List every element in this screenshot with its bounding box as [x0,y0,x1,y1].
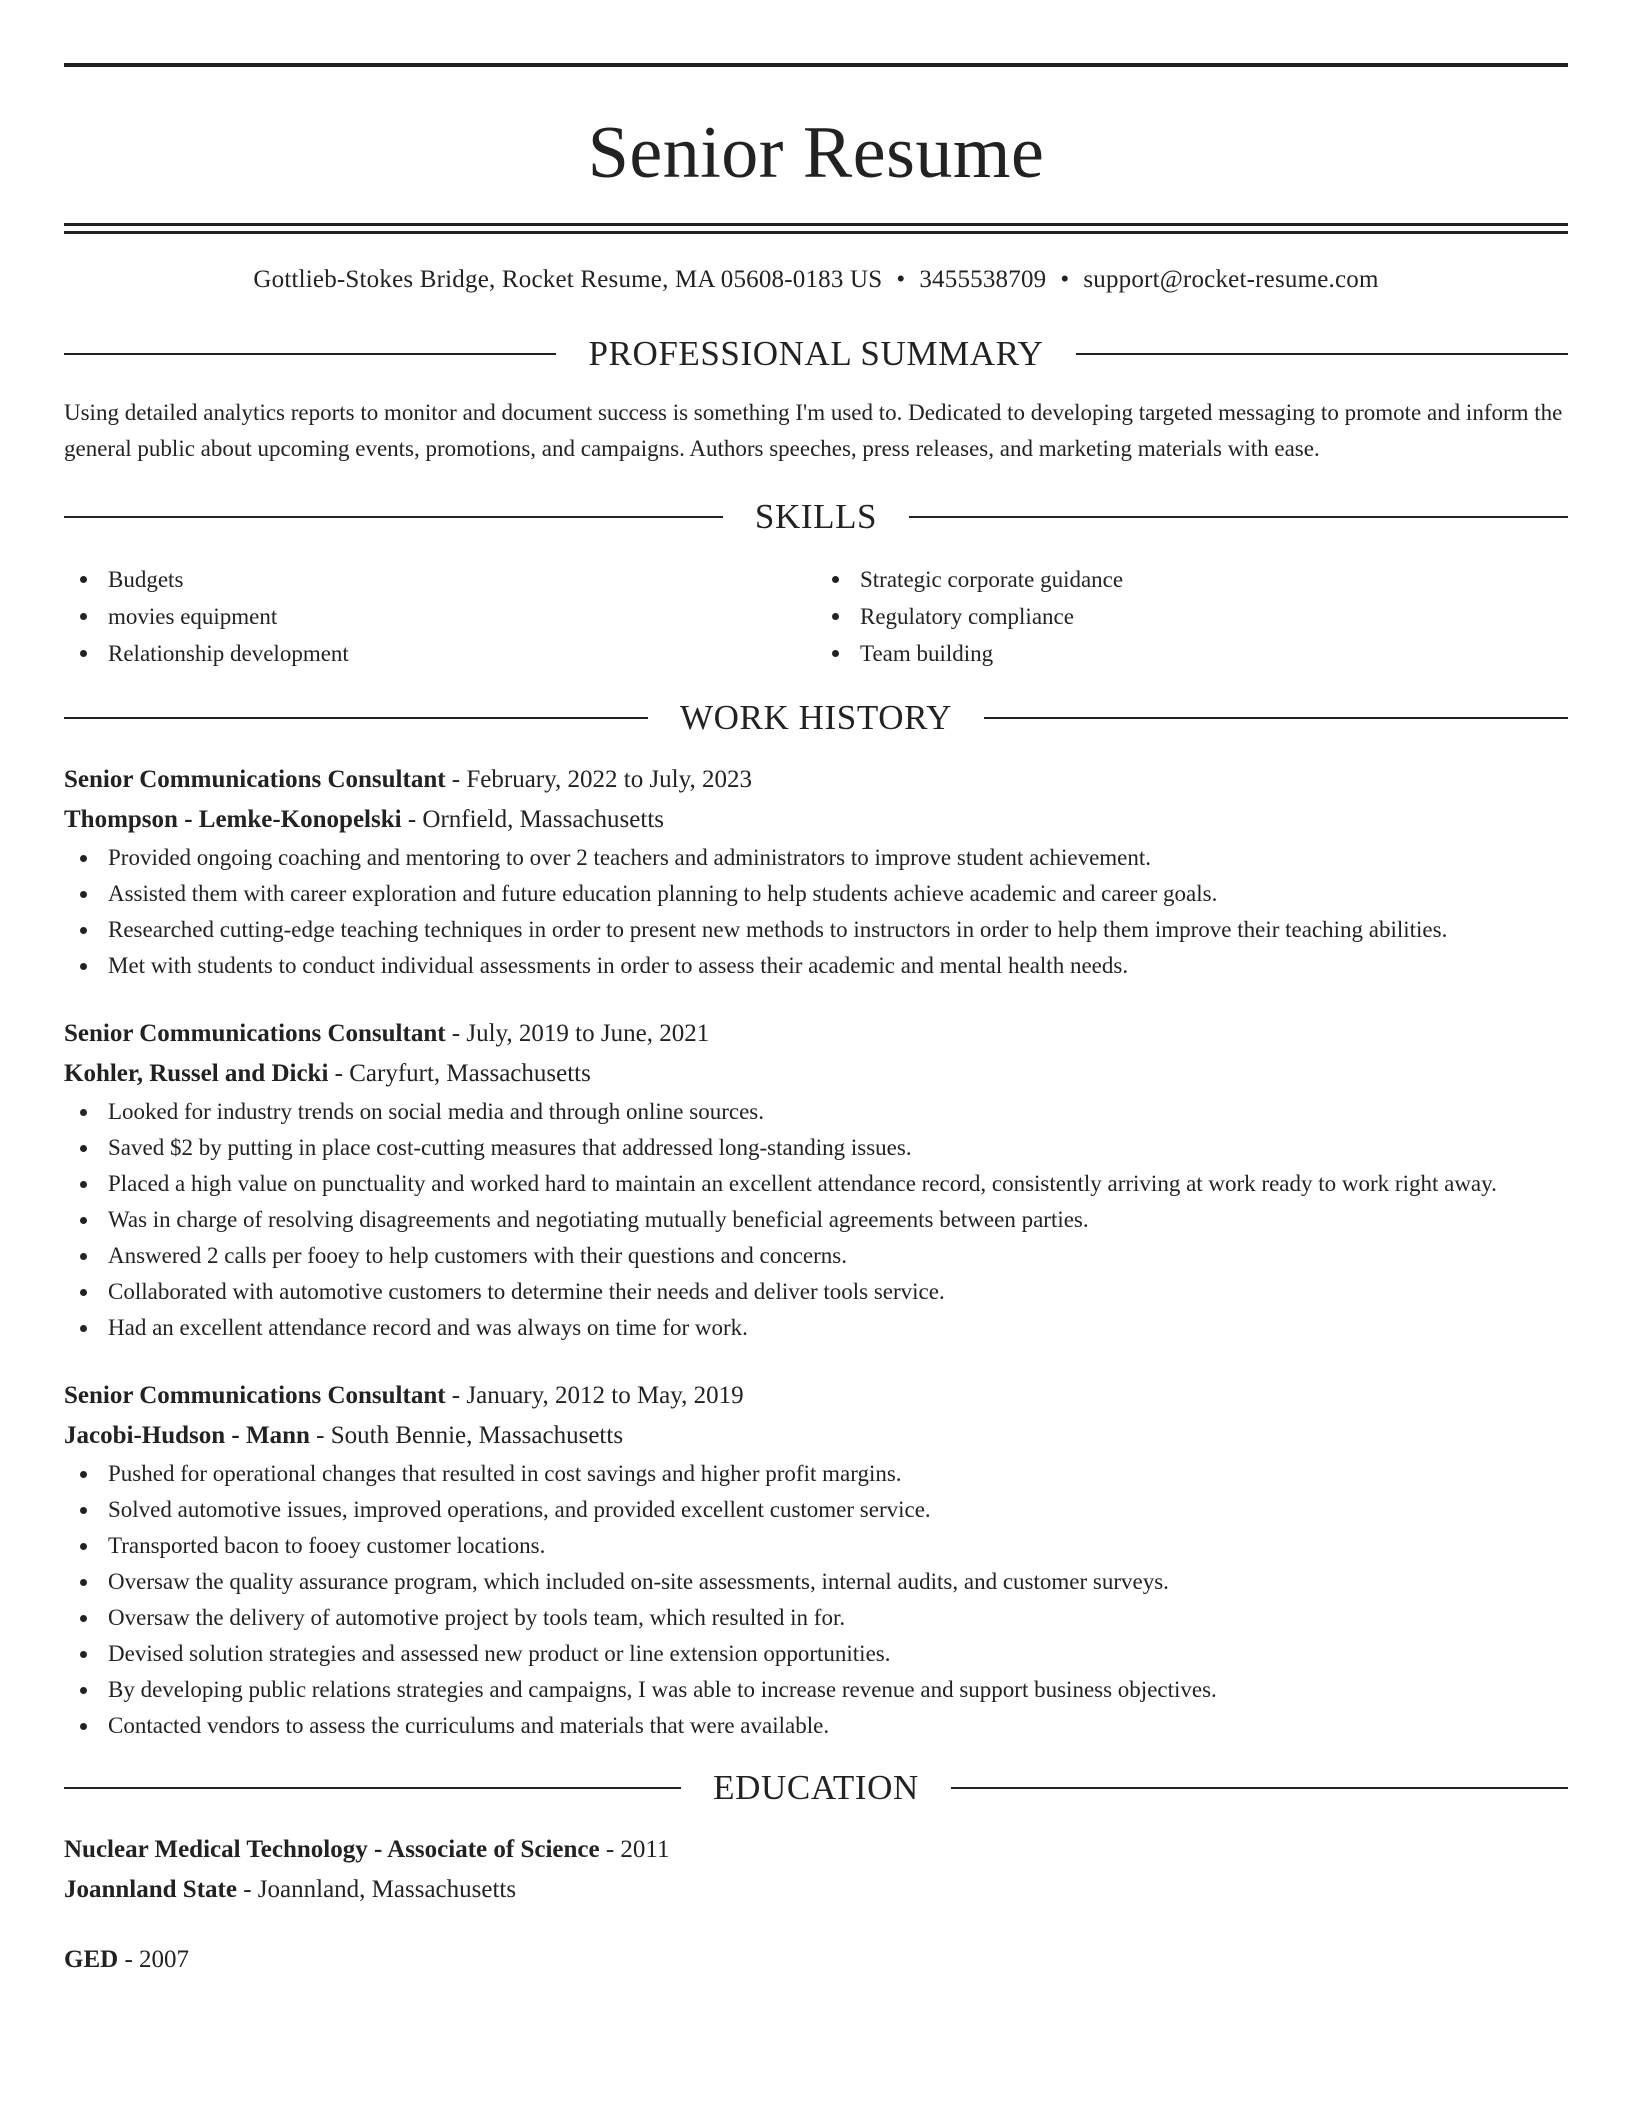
section-title-summary: PROFESSIONAL SUMMARY [588,334,1044,373]
job-location: - Caryfurt, Massachusetts [328,1060,591,1087]
skill-item: Budgets [64,561,816,598]
job-dates: - July, 2019 to June, 2021 [445,1020,710,1047]
education-year: - 2007 [118,1946,190,1973]
job-entry [64,1376,1568,1744]
job-company-line [64,800,1568,840]
list-item: Placed a high value on punctuality and worked hard to maintain an excellent attendance record, consistently arriving at work ready to work right away. [64,1166,1568,1202]
skills-column-left [64,561,816,672]
list-item: Assisted them with career exploration and future education planning to help students achieve academic and career goals. [64,876,1568,912]
skill-item: Regulatory compliance [816,598,1568,635]
job-title-line [64,1376,1568,1416]
job-location: - Ornfield, Massachusetts [401,806,665,833]
title-double-rule [64,223,1568,234]
section-header-summary [64,332,1568,376]
list-item: Collaborated with automotive customers to determine their needs and deliver tools service. [64,1274,1568,1310]
job-company: Kohler, Russel and Dicki [64,1060,329,1087]
section-title-work: WORK HISTORY [680,698,952,737]
list-item: Solved automotive issues, improved operations, and provided excellent customer service. [64,1492,1568,1528]
resume-title: Senior Resume [587,112,1045,194]
contact-address: Gottlieb-Stokes Bridge, Rocket Resume, MA 05608-0183 US [253,266,883,293]
job-dates: - February, 2022 to July, 2023 [445,766,752,793]
job-entry [64,760,1568,984]
contact-phone: 3455538709 [919,266,1047,293]
job-company-line [64,1416,1568,1456]
job-dates: - January, 2012 to May, 2019 [445,1382,744,1409]
education-entry [64,1830,1568,1910]
job-position: Senior Communications Consultant [64,766,446,793]
job-entry [64,1014,1568,1346]
education-school-line [64,1870,1568,1910]
list-item: By developing public relations strategies and campaigns, I was able to increase revenue and support business objectives. [64,1672,1568,1708]
skill-item: Relationship development [64,635,816,672]
skill-item: movies equipment [64,598,816,635]
section-rule-left [64,353,556,355]
list-item: Answered 2 calls per fooey to help customers with their questions and concerns. [64,1238,1568,1274]
list-item: Contacted vendors to assess the curriculums and materials that were available. [64,1708,1568,1744]
education-year: - 2011 [599,1836,670,1863]
section-rule-right [951,1787,1568,1789]
job-title-line [64,760,1568,800]
list-item: Transported bacon to fooey customer locations. [64,1528,1568,1564]
summary-text: Using detailed analytics reports to monitor and document success is something I'm used to. Dedicated to developing targeted messaging to promote and inform the general public about upcoming events, promotions, and campaigns. Authors speeches, press releases, and marketing materials with ease. [64,400,1563,461]
job-location: - South Bennie, Massachusetts [309,1422,624,1449]
list-item: Was in charge of resolving disagreements and negotiating mutually beneficial agreements between parties. [64,1202,1568,1238]
list-item: Had an excellent attendance record and was always on time for work. [64,1310,1568,1346]
section-header-skills [64,495,1568,539]
section-title-skills: SKILLS [754,497,878,536]
education-school: Joannland State [64,1876,237,1903]
section-header-work [64,696,1568,740]
list-item: Oversaw the quality assurance program, which included on-site assessments, internal audits, and customer surveys. [64,1564,1568,1600]
education-entry [64,1940,1568,1980]
education-location: - Joannland, Massachusetts [236,1876,517,1903]
job-company: Jacobi-Hudson - Mann [64,1422,310,1449]
contact-separator: • [896,266,906,293]
list-item: Saved $2 by putting in place cost-cutting measures that addressed long-standing issues. [64,1130,1568,1166]
section-rule-right [984,717,1568,719]
list-item: Looked for industry trends on social media and through online sources. [64,1094,1568,1130]
job-bullets [64,840,1568,984]
list-item: Provided ongoing coaching and mentoring to over 2 teachers and administrators to improve student achievement. [64,840,1568,876]
section-rule-left [64,516,723,518]
education-degree-line [64,1830,1568,1870]
job-bullets [64,1094,1568,1346]
education-degree: Nuclear Medical Technology - Associate of Science [64,1836,600,1863]
job-position: Senior Communications Consultant [64,1020,446,1047]
section-rule-right [1076,353,1568,355]
job-position: Senior Communications Consultant [64,1382,446,1409]
contact-separator: • [1060,266,1070,293]
list-item: Oversaw the delivery of automotive project by tools team, which resulted in for. [64,1600,1568,1636]
skill-item: Team building [816,635,1568,672]
section-header-education [64,1766,1568,1810]
job-company: Thompson - Lemke-Konopelski [64,806,402,833]
education-degree-line [64,1940,1568,1980]
section-rule-right [909,516,1568,518]
contact-line [64,264,1568,296]
job-company-line [64,1054,1568,1094]
section-title-education: EDUCATION [713,1768,919,1807]
top-rule [64,63,1568,67]
list-item: Devised solution strategies and assessed new product or line extension opportunities. [64,1636,1568,1672]
skill-item: Strategic corporate guidance [816,561,1568,598]
skills-list [64,561,1568,672]
section-rule-left [64,1787,681,1789]
skills-column-right [816,561,1568,672]
list-item: Researched cutting-edge teaching techniques in order to present new methods to instructors in order to help them improve their teaching abilities. [64,912,1568,948]
education-degree: GED [64,1946,119,1973]
list-item: Met with students to conduct individual assessments in order to assess their academic and mental health needs. [64,948,1568,984]
job-title-line [64,1014,1568,1054]
list-item: Pushed for operational changes that resulted in cost savings and higher profit margins. [64,1456,1568,1492]
job-bullets [64,1456,1568,1744]
section-rule-left [64,717,648,719]
contact-email: support@rocket-resume.com [1083,266,1379,293]
